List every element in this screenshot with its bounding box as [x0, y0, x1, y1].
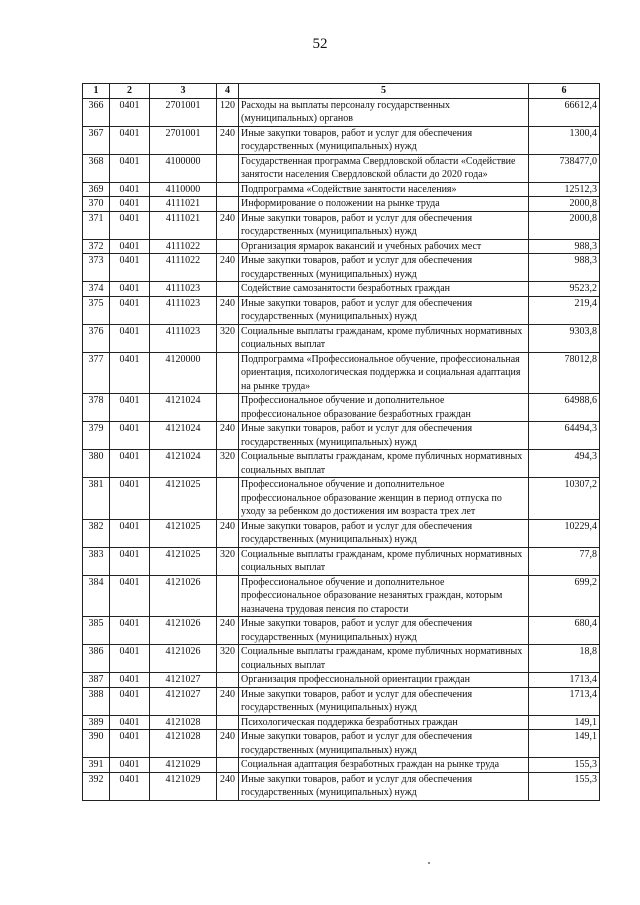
expense-type-cell: 320: [217, 450, 239, 478]
amount-cell: 1713,4: [529, 687, 600, 715]
column-header: 6: [529, 84, 600, 99]
section-code-cell: 0401: [110, 352, 150, 394]
description-cell: Расходы на выплаты персоналу государственных (муниципальных) органов: [239, 98, 529, 126]
expense-type-cell: 240: [217, 296, 239, 324]
target-article-cell: 4111022: [150, 239, 217, 254]
expense-type-cell: 240: [217, 687, 239, 715]
section-code-cell: 0401: [110, 126, 150, 154]
row-number-cell: 368: [83, 154, 110, 182]
section-code-cell: 0401: [110, 254, 150, 282]
row-number-cell: 378: [83, 394, 110, 422]
amount-cell: 738477,0: [529, 154, 600, 182]
target-article-cell: 4121024: [150, 422, 217, 450]
amount-cell: 2000,8: [529, 211, 600, 239]
table-header-row: [83, 84, 600, 99]
target-article-cell: 4121026: [150, 617, 217, 645]
row-number-cell: 375: [83, 296, 110, 324]
table-row: [83, 687, 600, 715]
table-row: [83, 422, 600, 450]
amount-cell: 18,8: [529, 645, 600, 673]
column-header: 4: [217, 84, 239, 99]
table-row: [83, 547, 600, 575]
expense-type-cell: 240: [217, 772, 239, 800]
description-cell: Иные закупки товаров, работ и услуг для обеспечения государственных (муниципальных) нужд: [239, 772, 529, 800]
scan-speck: [428, 862, 430, 864]
description-cell: Информирование о положении на рынке труда: [239, 197, 529, 212]
target-article-cell: 4121026: [150, 645, 217, 673]
target-article-cell: 4121028: [150, 730, 217, 758]
row-number-cell: 386: [83, 645, 110, 673]
expense-type-cell: [217, 758, 239, 773]
row-number-cell: 389: [83, 715, 110, 730]
section-code-cell: 0401: [110, 730, 150, 758]
amount-cell: 64988,6: [529, 394, 600, 422]
target-article-cell: 4121025: [150, 478, 217, 520]
section-code-cell: 0401: [110, 450, 150, 478]
amount-cell: 78012,8: [529, 352, 600, 394]
amount-cell: 10229,4: [529, 519, 600, 547]
table-row: [83, 98, 600, 126]
description-cell: Подпрограмма «Профессиональное обучение, профессиональная ориентация, психологическая поддержка и социальная адаптация на рынке труда»: [239, 352, 529, 394]
target-article-cell: 4111023: [150, 296, 217, 324]
section-code-cell: 0401: [110, 547, 150, 575]
description-cell: Иные закупки товаров, работ и услуг для обеспечения государственных (муниципальных) нужд: [239, 254, 529, 282]
description-cell: Иные закупки товаров, работ и услуг для обеспечения государственных (муниципальных) нужд: [239, 422, 529, 450]
amount-cell: 155,3: [529, 772, 600, 800]
table-row: [83, 254, 600, 282]
table-row: [83, 154, 600, 182]
description-cell: Социальные выплаты гражданам, кроме публичных нормативных социальных выплат: [239, 324, 529, 352]
row-number-cell: 370: [83, 197, 110, 212]
amount-cell: 66612,4: [529, 98, 600, 126]
table-row: [83, 478, 600, 520]
section-code-cell: 0401: [110, 687, 150, 715]
section-code-cell: 0401: [110, 478, 150, 520]
expense-type-cell: 320: [217, 324, 239, 352]
row-number-cell: 381: [83, 478, 110, 520]
row-number-cell: 388: [83, 687, 110, 715]
description-cell: Психологическая поддержка безработных граждан: [239, 715, 529, 730]
table-row: [83, 239, 600, 254]
section-code-cell: 0401: [110, 394, 150, 422]
table-row: [83, 352, 600, 394]
section-code-cell: 0401: [110, 673, 150, 688]
target-article-cell: 4121024: [150, 450, 217, 478]
target-article-cell: 4121025: [150, 547, 217, 575]
column-header: 3: [150, 84, 217, 99]
table-row: [83, 282, 600, 297]
row-number-cell: 385: [83, 617, 110, 645]
amount-cell: 77,8: [529, 547, 600, 575]
description-cell: Профессиональное обучение и дополнительное профессиональное образование незанятых граждан, которым назначена трудовая пенсия по старости: [239, 575, 529, 617]
expense-type-cell: 320: [217, 547, 239, 575]
target-article-cell: 2701001: [150, 126, 217, 154]
expense-type-cell: [217, 197, 239, 212]
budget-table: [82, 83, 600, 801]
description-cell: Подпрограмма «Содействие занятости населения»: [239, 182, 529, 197]
table-row: [83, 673, 600, 688]
table-row: [83, 394, 600, 422]
description-cell: Иные закупки товаров, работ и услуг для обеспечения государственных (муниципальных) нужд: [239, 730, 529, 758]
row-number-cell: 392: [83, 772, 110, 800]
description-cell: Социальные выплаты гражданам, кроме публичных нормативных социальных выплат: [239, 645, 529, 673]
amount-cell: 699,2: [529, 575, 600, 617]
amount-cell: 12512,3: [529, 182, 600, 197]
target-article-cell: 4120000: [150, 352, 217, 394]
table-row: [83, 617, 600, 645]
expense-type-cell: [217, 182, 239, 197]
expense-type-cell: [217, 154, 239, 182]
target-article-cell: 4111022: [150, 254, 217, 282]
amount-cell: 10307,2: [529, 478, 600, 520]
expense-type-cell: [217, 282, 239, 297]
description-cell: Иные закупки товаров, работ и услуг для обеспечения государственных (муниципальных) нужд: [239, 519, 529, 547]
row-number-cell: 387: [83, 673, 110, 688]
section-code-cell: 0401: [110, 98, 150, 126]
amount-cell: 1713,4: [529, 673, 600, 688]
amount-cell: 1300,4: [529, 126, 600, 154]
table-row: [83, 519, 600, 547]
target-article-cell: 4111021: [150, 197, 217, 212]
page-number: 52: [312, 36, 328, 52]
target-article-cell: 4121025: [150, 519, 217, 547]
section-code-cell: 0401: [110, 182, 150, 197]
table-row: [83, 324, 600, 352]
row-number-cell: 374: [83, 282, 110, 297]
amount-cell: 988,3: [529, 239, 600, 254]
row-number-cell: 391: [83, 758, 110, 773]
row-number-cell: 373: [83, 254, 110, 282]
section-code-cell: 0401: [110, 519, 150, 547]
section-code-cell: 0401: [110, 772, 150, 800]
target-article-cell: 4121028: [150, 715, 217, 730]
description-cell: Социальные выплаты гражданам, кроме публичных нормативных социальных выплат: [239, 450, 529, 478]
description-cell: Иные закупки товаров, работ и услуг для обеспечения государственных (муниципальных) нужд: [239, 296, 529, 324]
target-article-cell: 4121027: [150, 673, 217, 688]
expense-type-cell: 240: [217, 422, 239, 450]
column-header: 1: [83, 84, 110, 99]
description-cell: Профессиональное обучение и дополнительное профессиональное образование безработных граждан: [239, 394, 529, 422]
row-number-cell: 376: [83, 324, 110, 352]
amount-cell: 149,1: [529, 730, 600, 758]
row-number-cell: 379: [83, 422, 110, 450]
amount-cell: 149,1: [529, 715, 600, 730]
expense-type-cell: [217, 239, 239, 254]
amount-cell: 9523,2: [529, 282, 600, 297]
row-number-cell: 380: [83, 450, 110, 478]
target-article-cell: 4121027: [150, 687, 217, 715]
amount-cell: 680,4: [529, 617, 600, 645]
amount-cell: 988,3: [529, 254, 600, 282]
description-cell: Содействие самозанятости безработных граждан: [239, 282, 529, 297]
description-cell: Профессиональное обучение и дополнительное профессиональное образование женщин в период отпуска по уходу за ребенком до достижения им возраста трех лет: [239, 478, 529, 520]
expense-type-cell: [217, 715, 239, 730]
description-cell: Социальная адаптация безработных граждан на рынке труда: [239, 758, 529, 773]
section-code-cell: 0401: [110, 282, 150, 297]
section-code-cell: 0401: [110, 758, 150, 773]
target-article-cell: 4110000: [150, 182, 217, 197]
expense-type-cell: [217, 478, 239, 520]
section-code-cell: 0401: [110, 211, 150, 239]
target-article-cell: 4121024: [150, 394, 217, 422]
description-cell: Организация профессиональной ориентации граждан: [239, 673, 529, 688]
row-number-cell: 371: [83, 211, 110, 239]
table-row: [83, 645, 600, 673]
section-code-cell: 0401: [110, 296, 150, 324]
row-number-cell: 383: [83, 547, 110, 575]
expense-type-cell: 240: [217, 254, 239, 282]
table-row: [83, 772, 600, 800]
table-row: [83, 730, 600, 758]
description-cell: Иные закупки товаров, работ и услуг для обеспечения государственных (муниципальных) нужд: [239, 687, 529, 715]
section-code-cell: 0401: [110, 715, 150, 730]
section-code-cell: 0401: [110, 197, 150, 212]
column-header: 5: [239, 84, 529, 99]
target-article-cell: 4100000: [150, 154, 217, 182]
amount-cell: 155,3: [529, 758, 600, 773]
expense-type-cell: 320: [217, 645, 239, 673]
description-cell: Социальные выплаты гражданам, кроме публичных нормативных социальных выплат: [239, 547, 529, 575]
section-code-cell: 0401: [110, 575, 150, 617]
section-code-cell: 0401: [110, 324, 150, 352]
target-article-cell: 4111023: [150, 282, 217, 297]
target-article-cell: 4121029: [150, 772, 217, 800]
table-body: [83, 98, 600, 800]
target-article-cell: 4121026: [150, 575, 217, 617]
table-row: [83, 126, 600, 154]
column-header: 2: [110, 84, 150, 99]
expense-type-cell: [217, 673, 239, 688]
description-cell: Иные закупки товаров, работ и услуг для обеспечения государственных (муниципальных) нужд: [239, 211, 529, 239]
section-code-cell: 0401: [110, 154, 150, 182]
row-number-cell: 367: [83, 126, 110, 154]
expense-type-cell: 120: [217, 98, 239, 126]
amount-cell: 494,3: [529, 450, 600, 478]
table-row: [83, 197, 600, 212]
row-number-cell: 369: [83, 182, 110, 197]
section-code-cell: 0401: [110, 422, 150, 450]
description-cell: Государственная программа Свердловской области «Содействие занятости населения Свердловской области до 2020 года»: [239, 154, 529, 182]
target-article-cell: 4121029: [150, 758, 217, 773]
section-code-cell: 0401: [110, 239, 150, 254]
table-row: [83, 450, 600, 478]
section-code-cell: 0401: [110, 645, 150, 673]
section-code-cell: 0401: [110, 617, 150, 645]
expense-type-cell: [217, 575, 239, 617]
table-row: [83, 182, 600, 197]
row-number-cell: 390: [83, 730, 110, 758]
table-row: [83, 296, 600, 324]
target-article-cell: 4111021: [150, 211, 217, 239]
amount-cell: 2000,8: [529, 197, 600, 212]
amount-cell: 9303,8: [529, 324, 600, 352]
table-row: [83, 211, 600, 239]
expense-type-cell: 240: [217, 126, 239, 154]
expense-type-cell: 240: [217, 211, 239, 239]
amount-cell: 219,4: [529, 296, 600, 324]
table-row: [83, 575, 600, 617]
expense-type-cell: [217, 352, 239, 394]
description-cell: Иные закупки товаров, работ и услуг для обеспечения государственных (муниципальных) нужд: [239, 126, 529, 154]
row-number-cell: 377: [83, 352, 110, 394]
amount-cell: 64494,3: [529, 422, 600, 450]
expense-type-cell: 240: [217, 617, 239, 645]
description-cell: Иные закупки товаров, работ и услуг для обеспечения государственных (муниципальных) нужд: [239, 617, 529, 645]
row-number-cell: 384: [83, 575, 110, 617]
row-number-cell: 366: [83, 98, 110, 126]
target-article-cell: 2701001: [150, 98, 217, 126]
row-number-cell: 372: [83, 239, 110, 254]
table-row: [83, 758, 600, 773]
expense-type-cell: 240: [217, 730, 239, 758]
target-article-cell: 4111023: [150, 324, 217, 352]
table-row: [83, 715, 600, 730]
expense-type-cell: 240: [217, 519, 239, 547]
row-number-cell: 382: [83, 519, 110, 547]
description-cell: Организация ярмарок вакансий и учебных рабочих мест: [239, 239, 529, 254]
expense-type-cell: [217, 394, 239, 422]
